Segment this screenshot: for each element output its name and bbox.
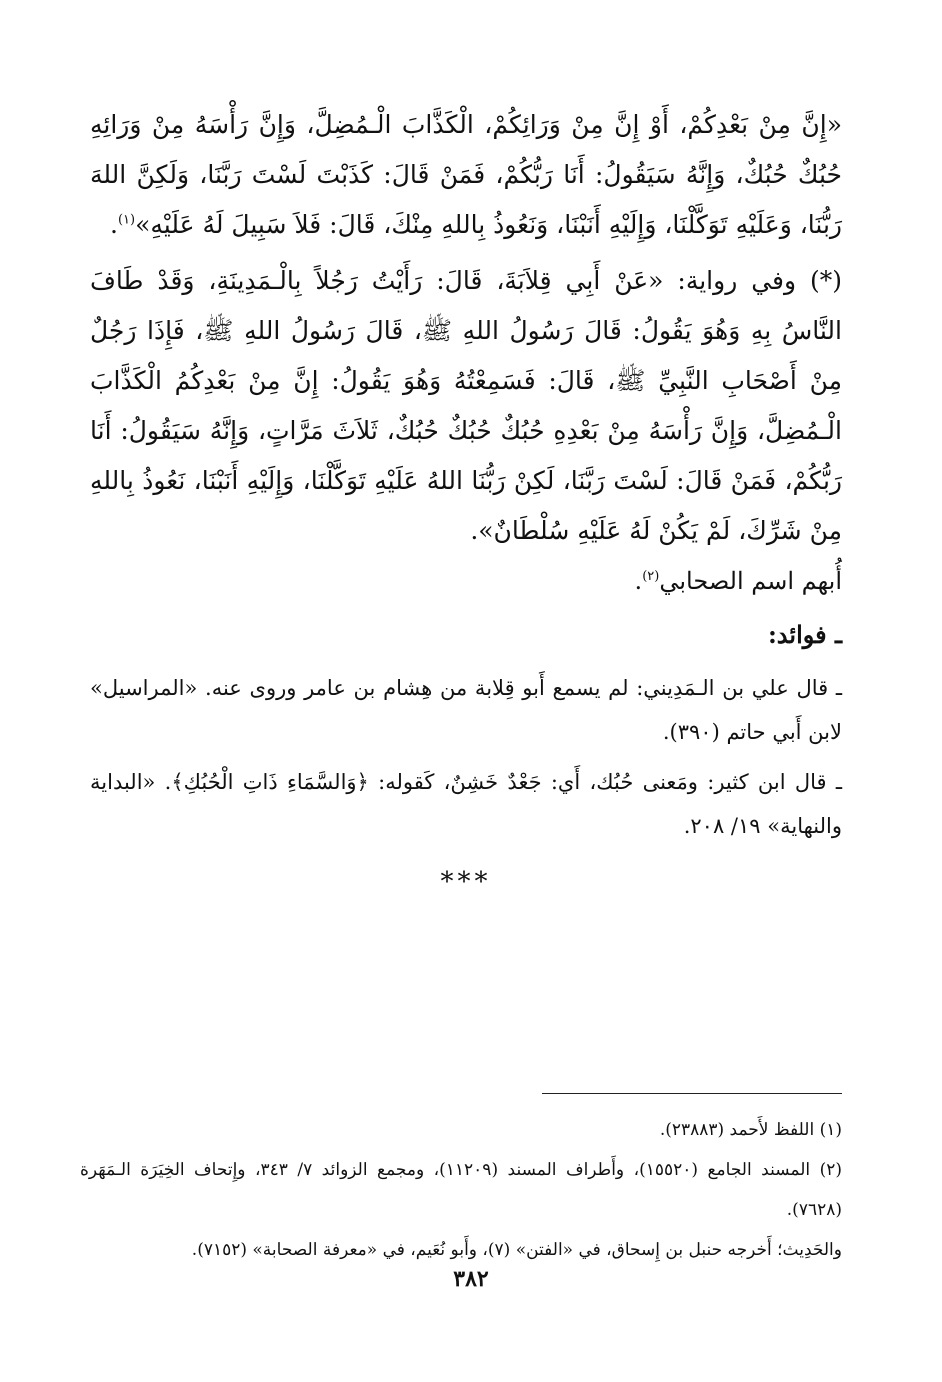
section-separator: *** [440, 867, 492, 897]
narration-paragraph: (*) وفي رواية: «عَنْ أَبِي قِلاَبَةَ، قَالَ: رَأَيْتُ رَجُلاً بِالْـمَدِينَةِ، وَقَدْ طَافَ النَّاسُ بِهِ وَهُوَ يَقُولُ: قَالَ رَسُولُ اللهِ ﷺ، قَالَ رَسُولُ اللهِ ﷺ، فَإِذَا رَجُلٌ مِنْ أَصْحَابِ النَّبِيِّ ﷺ، قَالَ: فَسَمِعْتُهُ وَهُوَ يَقُولُ: إِنَّ مِنْ بَعْدِكُمُ الْكَذَّابَ الْـمُضِلَّ، وَإِنَّ رَأْسَهُ مِنْ بَعْدِهِ حُبُكٌ حُبُكٌ حُبُكٌ، ثَلاَثَ مَرَّاتٍ، وَإِنَّهُ سَيَقُولُ: أَنَا رَبُّكُمْ، فَمَنْ قَالَ: لَسْتَ رَبَّنَا، لَكِنْ رَبُّنَا اللهُ عَلَيْهِ تَوَكَّلْنَا، وَإِلَيْهِ أَنَبْنَا، نَعُوذُ بِاللهِ مِنْ شَرِّكَ، لَمْ يَكُنْ لَهُ عَلَيْهِ سُلْطَانٌ». [90, 266, 842, 545]
benefit-ibn-kathir: ـ قال ابن كثير: ومَعنى حُبُك، أَي: جَعْدٌ خَشِنٌ، كَقوله: ﴿وَالسَّمَاءِ ذَاتِ الْحُبُكِ﴾. «البداية والنهاية» ١٩/ ٢٠٨. [90, 770, 842, 838]
hadith-text: «إِنَّ مِنْ بَعْدِكُمْ، أَوْ إِنَّ مِنْ وَرَائِكُمْ، الْكَذَّابَ الْـمُضِلَّ، وَإِنَّ رَأْسَهُ مِنْ وَرَائِهِ حُبُكٌ حُبُكٌ، وَإِنَّهُ سَيَقُولُ: أَنَا رَبُّكُمْ، فَمَنْ قَالَ: كَذَبْتَ لَسْتَ رَبَّنَا، وَلَكِنَّ اللهَ رَبُّنَا، وَعَلَيْهِ تَوَكَّلْنَا، وَإِلَيْهِ أَنَبْنَا، وَنَعُوذُ بِاللهِ مِنْكَ، قَالَ: فَلاَ سَبِيلَ لَهُ عَلَيْهِ» [90, 110, 842, 239]
page-number: ٣٨٢ [453, 1266, 489, 1292]
footnote-ref-1[interactable]: (١) [117, 212, 136, 228]
hadith-paragraph [90, 100, 842, 250]
footnote-2: (٢) المسند الجامع (١٥٥٢٠)، وأَطراف المسند (١١٢٠٩)، ومجمع الزوائد ٧/ ٣٤٣، وإِتحاف الخِيَرَة الـمَهَرة (٧٦٢٨). [80, 1160, 842, 1220]
footnote-ref-2[interactable]: (٢) [642, 569, 660, 584]
companion-note-text: أُبهم اسم الصحابي [659, 567, 842, 595]
footnote-divider [542, 1093, 842, 1094]
main-text [90, 100, 842, 902]
footnotes [80, 1110, 842, 1270]
hadith-end: . [109, 210, 118, 239]
companion-note-end: . [634, 567, 643, 595]
footnote-3: والحَدِيث؛ أَخرجه حنبل بن إِسحاق، في «الفتن» (٧)، وأَبو نُعَيم، في «معرفة الصحابة» (٧١٥٢). [191, 1240, 842, 1260]
companion-note [90, 556, 842, 606]
benefit-madini: ـ قال علي بن الـمَدِيني: لم يسمع أَبو قِلابة من هِشام بن عامر وروى عنه. «المراسيل» لابن أَبي حاتم (٣٩٠). [90, 676, 842, 744]
footnote-1: (١) اللفظ لأَحمد (٢٣٨٨٣). [659, 1120, 842, 1140]
benefits-heading: ـ فوائد: [767, 620, 842, 649]
